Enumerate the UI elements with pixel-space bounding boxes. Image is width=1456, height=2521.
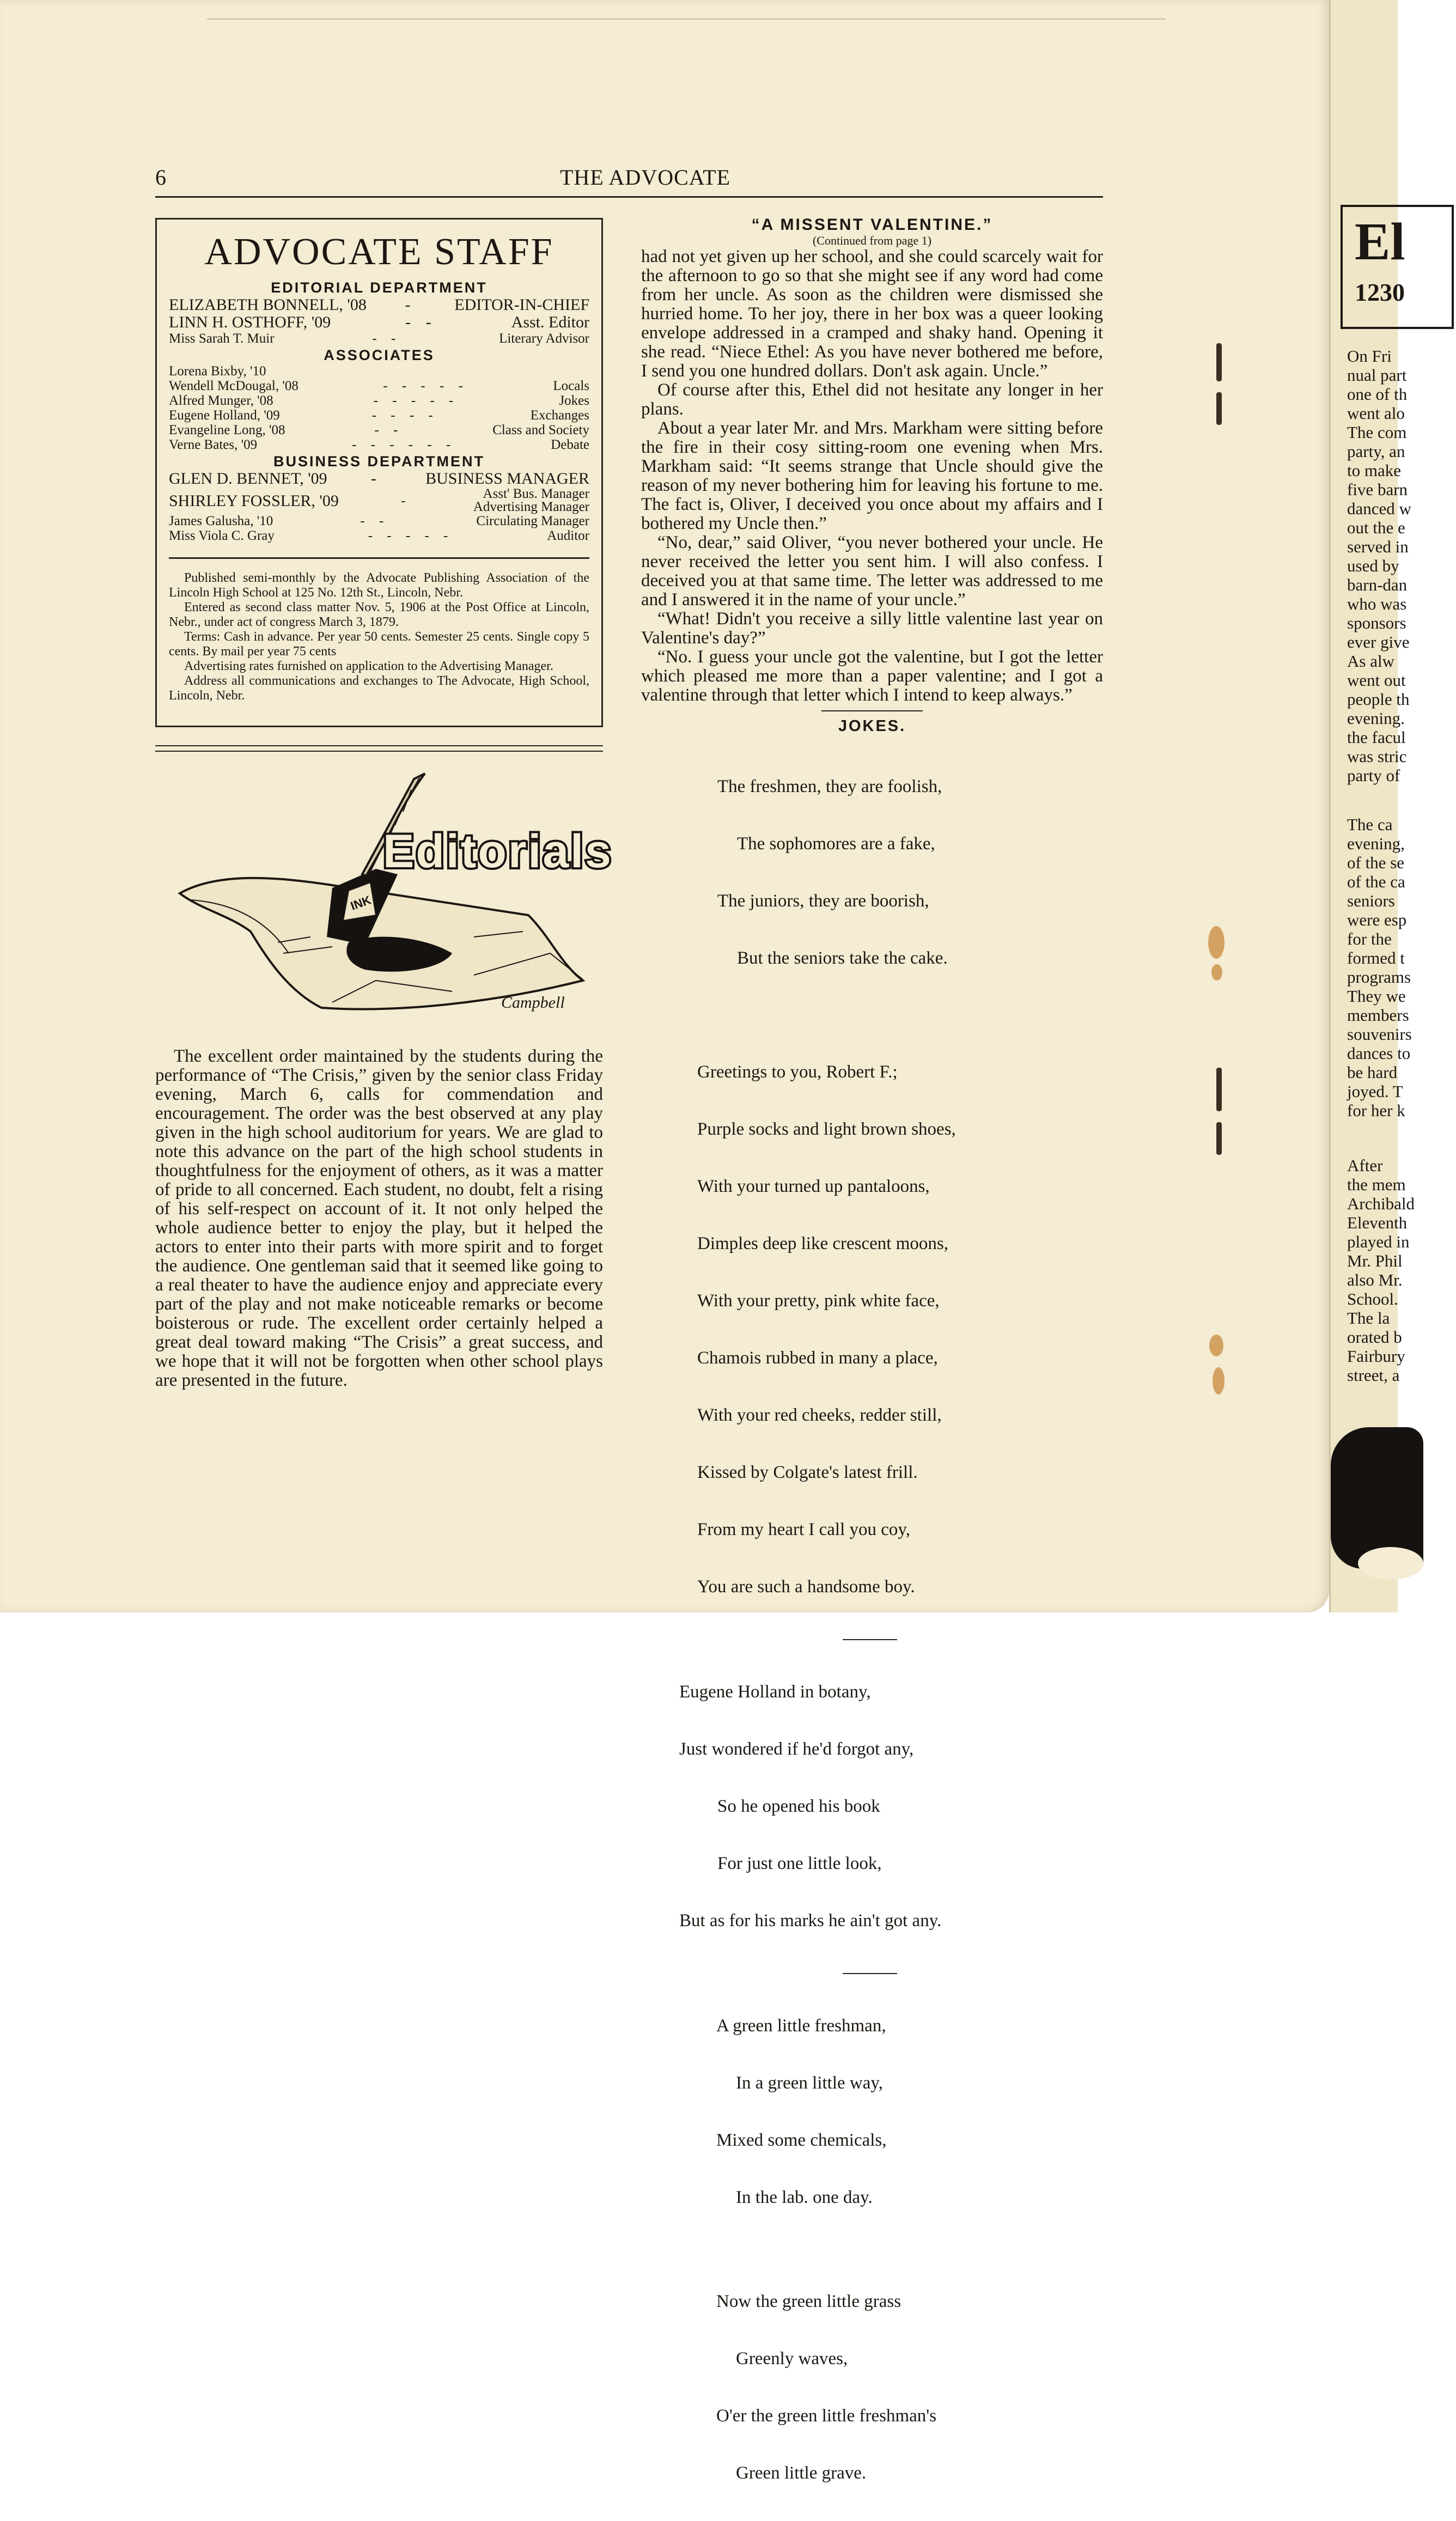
- next-page-title: El: [1355, 212, 1405, 271]
- staff-role-line: Asst' Bus. Manager: [483, 486, 589, 501]
- staff-role: Circulating Manager: [476, 514, 589, 528]
- artist-signature: Campbell: [501, 994, 565, 1012]
- next-page-line: be hard: [1347, 1063, 1398, 1082]
- staff-role: Auditor: [547, 528, 589, 543]
- staff-row: [169, 364, 589, 379]
- next-page-line: for her k: [1347, 1101, 1405, 1120]
- staff-row: [169, 437, 589, 452]
- leader-dash: - - - -: [371, 408, 438, 423]
- next-page-line: was stric: [1347, 747, 1407, 766]
- publication-info-paragraph: Advertising rates furnished on application to the Advertising Manager.: [184, 659, 553, 673]
- staff-name: Eugene Holland, '09: [169, 408, 280, 423]
- poem-line: Dimples deep like crescent moons,: [697, 1234, 948, 1253]
- joke-poem: [716, 2254, 1103, 2521]
- next-page-line: sponsors: [1347, 613, 1406, 632]
- business-department-heading: BUSINESS DEPARTMENT: [273, 453, 485, 470]
- joke-separator: [843, 1973, 897, 1974]
- staff-row: [169, 314, 589, 331]
- valentine-paragraph: had not yet given up her school, and she could scarcely wait for the afternoon to go so that she might see if any word had come from her uncle. As soon as the children were dismissed she hurried home. To her joy, there in her box was a queer looking envelope addressed in a cramped and shaky hand. Opening it she read. “Niece Ethel: As you have never bothered me before, I send you one hundred dollars. Don't ask again. Uncle.”: [641, 247, 1103, 381]
- next-page-line: served in: [1347, 537, 1409, 556]
- staff-role: EDITOR-IN-CHIEF: [454, 296, 589, 314]
- staff-name: Alfred Munger, '08: [169, 393, 273, 408]
- next-page-line: souvenirs: [1347, 1025, 1412, 1044]
- associates-heading: ASSOCIATES: [324, 347, 435, 363]
- staff-name: Verne Bates, '09: [169, 437, 258, 452]
- next-page-line: The ca: [1347, 815, 1393, 834]
- publication-info-paragraph: Published semi-monthly by the Advocate Publishing Association of the Lincoln High School at 125 No. 12th St., Lincoln, Nebr.: [169, 571, 589, 600]
- staff-row: [169, 514, 589, 528]
- poem-line: Eugene Holland in botany,: [679, 1682, 871, 1702]
- next-page-line: On Fri: [1347, 346, 1392, 366]
- top-edge-line: [207, 19, 1166, 20]
- next-page-line: After: [1347, 1156, 1383, 1175]
- next-page-illustration: [1331, 1427, 1423, 1569]
- stain-mark: [1211, 964, 1222, 981]
- next-page-line: members: [1347, 1006, 1409, 1025]
- staff-name: GLEN D. BENNET, '09: [169, 470, 327, 488]
- poem-line: A green little freshman,: [716, 2016, 886, 2036]
- advocate-staff-box: [155, 218, 603, 727]
- valentine-paragraph: “No. I guess your uncle got the valentine, but I got the letter which pleased me more than a paper valentine; and I got a valentine through that letter which I intend to keep always.”: [641, 647, 1103, 705]
- staff-role: Asst. Editor: [511, 313, 589, 331]
- poem-line: With your red cheeks, redder still,: [697, 1405, 942, 1425]
- joke-poem: [716, 1978, 1103, 2245]
- right-column: [641, 215, 1103, 2521]
- next-page-line: the facul: [1347, 728, 1406, 747]
- leader-dash: -: [401, 493, 411, 508]
- publication-info: [169, 571, 589, 703]
- poem-line: With your pretty, pink white face,: [697, 1291, 940, 1311]
- editorial-paragraph: The excellent order maintained by the students during the performance of “The Crisis,” given by the senior class Friday evening, March 6, calls for commendation and encouragement. The order was the best observed at any play given in the high school auditorium for years. We are glad to note this advance on the part of the high school students in thoughtfulness for the enjoyment of others, as it was a matter of pride to all concerned. Each student, no doubt, felt a rising of his self-respect on account of it. It not only helped the whole audience better to enjoy the play, but it helped the actors to enter into their parts with more spirit and to forget the audience. One gentleman said that it seemed like going to a real theater to have the audience enjoy and appreciate every part of the play and not make noticeable remarks or become boisterous or rude. The excellent order certainly helped a great deal toward making “The Crisis” a great success, and we hope that it will not be forgotten when other school plays are presented in the future.: [155, 1046, 603, 1390]
- next-page-line: dances to: [1347, 1044, 1411, 1063]
- valentine-title: “A MISSENT VALENTINE.”: [751, 216, 993, 234]
- jokes-rule: [821, 710, 923, 711]
- next-page-line: out the e: [1347, 518, 1405, 537]
- next-page-line: one of th: [1347, 385, 1408, 404]
- editorial-department-heading: EDITORIAL DEPARTMENT: [271, 279, 488, 296]
- staff-row: [169, 408, 589, 423]
- editorial-article: [155, 1047, 603, 1390]
- next-page-line: for the: [1347, 929, 1392, 948]
- next-page-line: evening,: [1347, 834, 1405, 853]
- leader-dash: - -: [374, 423, 404, 437]
- valentine-paragraph: “No, dear,” said Oliver, “you never bothered your uncle. He never received the letter you sent him. I will also confess. I deceived you at that same time. The letter was addressed to me and I answered it in the name of your uncle.”: [641, 533, 1103, 610]
- next-page-subtitle: 1230: [1355, 278, 1405, 306]
- next-page-line: also Mr.: [1347, 1270, 1403, 1289]
- header-rule: [155, 196, 1103, 198]
- publication-info-paragraph: Address all communications and exchanges to The Advocate, High School, Lincoln, Nebr.: [169, 674, 589, 703]
- poem-line: Kissed by Colgate's latest frill.: [697, 1463, 918, 1482]
- joke-separator: [843, 1639, 897, 1640]
- publication-info-paragraph: Entered as second class matter Nov. 5, 1906 at the Post Office at Lincoln, Nebr., under act of congress March 3, 1879.: [169, 600, 589, 629]
- next-page-line: programs: [1347, 967, 1411, 987]
- staff-row: [169, 528, 589, 543]
- next-page-line: Eleventh: [1347, 1213, 1408, 1232]
- poem-line: Chamois rubbed in many a place,: [697, 1348, 938, 1368]
- staff-row: [169, 296, 589, 314]
- poem-line: In a green little way,: [736, 2073, 883, 2093]
- next-page-line: seniors: [1347, 891, 1395, 910]
- binding-mark: [1216, 392, 1222, 425]
- next-page-line: barn-dan: [1347, 575, 1408, 594]
- poem-line: Just wondered if he'd forgot any,: [679, 1739, 914, 1759]
- next-page-line: nual part: [1347, 366, 1407, 385]
- leader-dash: -: [370, 470, 382, 488]
- staff-name: ELIZABETH BONNELL, '08: [169, 296, 367, 314]
- leader-dash: - - - - -: [383, 379, 468, 393]
- poem-line: For just one little look,: [717, 1854, 882, 1873]
- next-page-line: As alw: [1347, 651, 1394, 671]
- next-page-line: people th: [1347, 690, 1410, 709]
- poem-line: The juniors, they are boorish,: [717, 891, 929, 911]
- section-double-rule: [155, 751, 603, 752]
- staff-row: [169, 423, 589, 437]
- leader-dash: - - - - -: [373, 393, 459, 408]
- stain-mark: [1213, 1367, 1224, 1395]
- staff-role: Class and Society: [492, 423, 589, 437]
- next-page-edge: [1329, 0, 1415, 1612]
- next-page-line: went alo: [1347, 404, 1405, 423]
- section-double-rule: [155, 745, 603, 746]
- next-page-line: five barn: [1347, 480, 1408, 499]
- staff-box-divider: [169, 557, 589, 559]
- next-page-line: played in: [1347, 1232, 1410, 1251]
- next-page-text: [1347, 815, 1456, 1120]
- continued-note: (Continued from page 1): [812, 234, 932, 247]
- publication-info-paragraph: Terms: Cash in advance. Per year 50 cents. Semester 25 cents. Single copy 5 cents. By mail per year 75 cents: [169, 630, 589, 659]
- running-head: THE ADVOCATE: [560, 165, 731, 190]
- poem-line: The freshmen, they are foolish,: [717, 777, 942, 796]
- next-page-line: of the ca: [1347, 872, 1405, 891]
- leader-dash: - - - - -: [368, 528, 454, 543]
- next-page-line: Fairbury: [1347, 1347, 1405, 1366]
- poem-line: But as for his marks he ain't got any.: [679, 1911, 942, 1931]
- ink-bottle-label: INK: [349, 893, 373, 913]
- poem-line: Green little grave.: [736, 2463, 867, 2483]
- staff-row: [169, 470, 589, 488]
- leader-dash: - - - - - -: [352, 437, 456, 452]
- next-page-line: went out: [1347, 671, 1406, 690]
- valentine-paragraph: “What! Didn't you receive a silly little valentine last year on Valentine's day?”: [641, 609, 1103, 648]
- next-page-text: [1347, 346, 1456, 785]
- binding-mark: [1216, 1068, 1222, 1111]
- next-page-line: street, a: [1347, 1366, 1400, 1385]
- staff-role: Literary Advisor: [499, 331, 589, 346]
- staff-name: Wendell McDougal, '08: [169, 379, 298, 393]
- staff-name: James Galusha, '10: [169, 514, 273, 528]
- next-page-line: were esp: [1347, 910, 1407, 929]
- staff-name: Miss Viola C. Gray: [169, 528, 275, 543]
- next-page-line: School.: [1347, 1289, 1398, 1308]
- staff-row: [169, 331, 589, 346]
- staff-name: Evangeline Long, '08: [169, 423, 285, 437]
- poem-line: Greetings to you, Robert F.;: [697, 1062, 898, 1082]
- stain-mark: [1208, 926, 1224, 959]
- staff-name: SHIRLEY FOSSLER, '09: [169, 491, 339, 510]
- staff-role-line: Advertising Manager: [473, 500, 589, 514]
- poem-line: In the lab. one day.: [736, 2188, 873, 2207]
- next-page-line: joyed. T: [1347, 1082, 1403, 1101]
- poem-line: But the seniors take the cake.: [737, 948, 948, 968]
- next-page-line: of the se: [1347, 853, 1405, 872]
- staff-role: [473, 488, 589, 514]
- next-page-line: danced w: [1347, 499, 1411, 518]
- next-page-line: party of: [1347, 766, 1400, 785]
- staff-row: [169, 393, 589, 408]
- next-page-line: evening.: [1347, 709, 1405, 728]
- next-page-line: The la: [1347, 1308, 1390, 1328]
- jokes-title: JOKES.: [838, 717, 906, 735]
- joke-poem: [717, 739, 1103, 1006]
- next-page-line: They we: [1347, 987, 1406, 1006]
- next-page-line: party, an: [1347, 442, 1405, 461]
- staff-role: BUSINESS MANAGER: [425, 470, 589, 488]
- leader-dash: - -: [405, 313, 437, 331]
- staff-role: Locals: [553, 379, 589, 393]
- valentine-paragraph: About a year later Mr. and Mrs. Markham were sitting before the fire in their cosy sitting-room one evening when Mrs. Markham said: “It seems strange that Uncle should give the reason of my never bothering him for leaving his fortune to me. The fact is, Oliver, I deceived you once about my affairs and I bothered my Uncle then.”: [641, 418, 1103, 533]
- next-page-line: to make: [1347, 461, 1401, 480]
- poem-line: Now the green little grass: [716, 2292, 901, 2311]
- editorials-illustration: [169, 774, 613, 1035]
- valentine-paragraph: Of course after this, Ethel did not hesitate any longer in her plans.: [641, 380, 1103, 419]
- joke-poem: [679, 1645, 1103, 1969]
- poem-line: Purple socks and light brown shoes,: [697, 1119, 956, 1139]
- staff-role: Jokes: [559, 393, 589, 408]
- poem-line: With your turned up pantaloons,: [697, 1177, 930, 1196]
- poem-line: You are such a handsome boy.: [697, 1577, 915, 1597]
- joke-poem: [697, 1025, 1103, 1635]
- next-page-line: Mr. Phil: [1347, 1251, 1403, 1270]
- next-page-illustration-highlight: [1358, 1547, 1423, 1580]
- next-page-line: The com: [1347, 423, 1407, 442]
- next-page-line: the mem: [1347, 1175, 1406, 1194]
- leader-dash: - -: [360, 514, 389, 528]
- stain-mark: [1209, 1335, 1223, 1356]
- binding-mark: [1216, 1122, 1222, 1155]
- next-page-line: who was: [1347, 594, 1407, 613]
- next-page-line: formed t: [1347, 948, 1405, 967]
- next-page-line: Archibald: [1347, 1194, 1415, 1213]
- poem-line: So he opened his book: [717, 1797, 880, 1816]
- staff-name: Miss Sarah T. Muir: [169, 331, 275, 346]
- staff-role: Debate: [551, 437, 589, 452]
- staff-row: [169, 379, 589, 393]
- poem-line: Greenly waves,: [736, 2349, 848, 2368]
- staff-name: LINN H. OSTHOFF, '09: [169, 313, 331, 331]
- next-page-line: used by: [1347, 556, 1399, 575]
- next-page-line: ever give: [1347, 632, 1410, 651]
- leader-dash: - -: [372, 331, 401, 346]
- poem-line: O'er the green little freshman's: [716, 2406, 937, 2426]
- poem-line: The sophomores are a fake,: [737, 834, 935, 854]
- next-page-line: orated b: [1347, 1328, 1402, 1347]
- poem-line: From my heart I call you coy,: [697, 1520, 911, 1539]
- staff-title: ADVOCATE STAFF: [204, 231, 554, 273]
- leader-dash: -: [405, 296, 416, 314]
- staff-name: Lorena Bixby, '10: [169, 364, 266, 379]
- poem-line: Mixed some chemicals,: [716, 2130, 887, 2150]
- page-number: 6: [155, 165, 166, 190]
- staff-role: Exchanges: [530, 408, 589, 423]
- staff-row: [169, 488, 589, 514]
- binding-mark: [1216, 343, 1222, 381]
- editorials-heading: Editorials: [383, 825, 613, 878]
- next-page-text: [1347, 1156, 1456, 1385]
